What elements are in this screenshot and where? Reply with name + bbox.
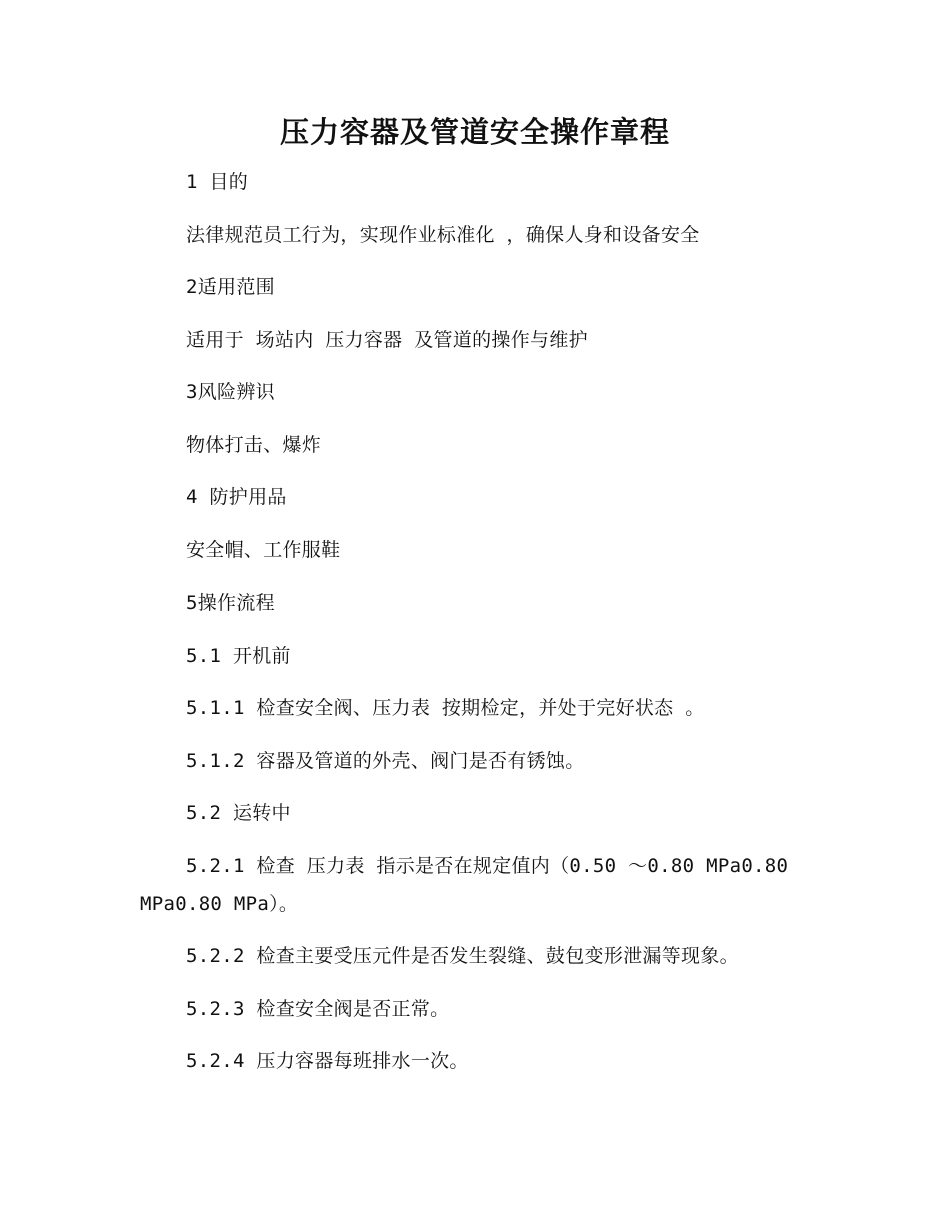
item-5-2-2: 5.2.2 检查主要受压元件是否发生裂缝、鼓包变形泄漏等现象。 (186, 945, 739, 967)
document-title: 压力容器及管道安全操作章程 (279, 115, 670, 149)
paragraph-purpose: 法律规范员工行为，实现作业标准化 ，确保人身和设备安全 (186, 224, 700, 246)
section-heading-purpose: 1 目的 (186, 171, 249, 193)
paragraph-ppe: 安全帽、工作服鞋 (186, 539, 341, 561)
section-heading-scope: 2适用范围 (186, 276, 275, 298)
section-heading-procedure: 5操作流程 (186, 592, 275, 614)
item-5-1-2: 5.1.2 容器及管道的外壳、阀门是否有锈蚀。 (186, 750, 585, 772)
item-5-2-1-line-1: 5.2.1 检查 压力表 指示是否在规定值内（0.50 ～0.80 MPa0.80 (186, 855, 789, 877)
item-5-2-4: 5.2.4 压力容器每班排水一次。 (186, 1050, 469, 1072)
paragraph-scope: 适用于 场站内 压力容器 及管道的操作与维护 (186, 329, 588, 351)
section-heading-ppe: 4 防护用品 (186, 486, 287, 508)
subsection-heading-running: 5.2 运转中 (186, 802, 291, 824)
paragraph-risk: 物体打击、爆炸 (186, 434, 322, 456)
item-5-2-1-line-2: MPa0.80 MPa）。 (140, 893, 299, 915)
item-5-2-3: 5.2.3 检查安全阀是否正常。 (186, 998, 450, 1020)
section-heading-risk: 3风险辨识 (186, 381, 275, 403)
subsection-heading-before-start: 5.1 开机前 (186, 645, 291, 667)
item-5-1-1: 5.1.1 检查安全阀、压力表 按期检定，并处于完好状态 。 (186, 697, 705, 719)
